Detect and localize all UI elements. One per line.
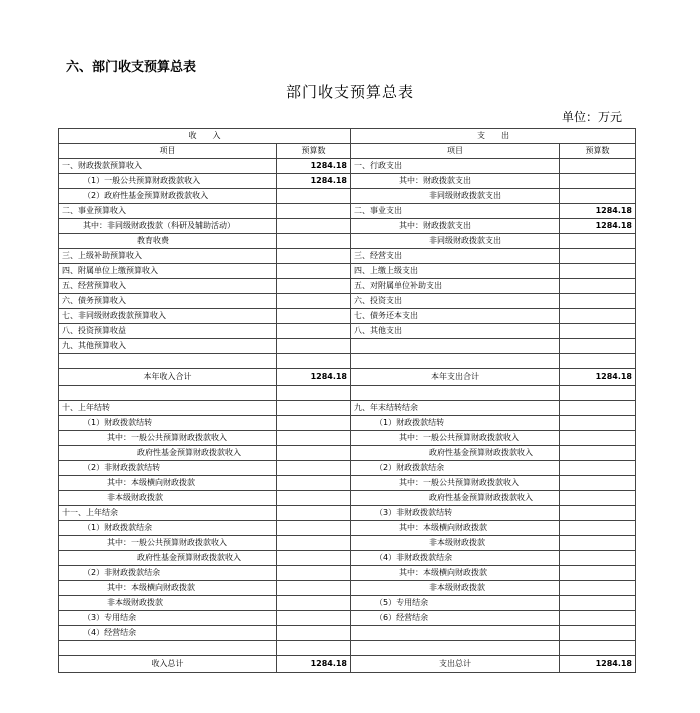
income-budget-cell — [277, 264, 351, 279]
expense-item-cell: （6）经营结余 — [351, 611, 560, 626]
table-row — [59, 521, 636, 536]
expense-budget-cell — [560, 339, 636, 354]
income-item-cell: （1）财政拨款结余 — [59, 521, 277, 536]
expense-item-cell: 政府性基金预算财政拨款收入 — [351, 491, 560, 506]
income-item-cell: 一、财政拨款预算收入 — [59, 159, 277, 174]
expense-budget-cell — [560, 159, 636, 174]
expense-item-cell: 非本级财政拨款 — [351, 581, 560, 596]
income-item-cell: （2）政府性基金预算财政拨款收入 — [59, 189, 277, 204]
income-item-cell: 政府性基金预算财政拨款收入 — [59, 446, 277, 461]
unit-label: 单位：万元 — [561, 110, 622, 124]
income-item-cell — [59, 386, 277, 401]
income-item-cell: （1）财政拨款结转 — [59, 416, 277, 431]
income-budget-cell — [277, 324, 351, 339]
income-item-cell: 六、债务预算收入 — [59, 294, 277, 309]
table-row — [59, 159, 636, 174]
expense-group-header: 支 出 — [351, 129, 636, 144]
income-item-header: 项目 — [59, 144, 277, 159]
expense-item-cell: 六、投资支出 — [351, 294, 560, 309]
table-row — [59, 189, 636, 204]
income-budget-cell — [277, 249, 351, 264]
budget-summary-table — [58, 128, 636, 673]
income-budget-cell — [277, 234, 351, 249]
expense-item-cell: 七、债务还本支出 — [351, 309, 560, 324]
expense-item-cell — [351, 641, 560, 656]
expense-budget-cell — [560, 506, 636, 521]
income-group-header: 收 入 — [59, 129, 351, 144]
expense-budget-cell — [560, 174, 636, 189]
income-budget-cell — [277, 339, 351, 354]
expense-budget-cell — [560, 476, 636, 491]
expense-item-cell: 支出总计 — [351, 656, 560, 673]
expense-item-cell: 其中：财政拨款支出 — [351, 174, 560, 189]
income-item-cell: 十一、上年结余 — [59, 506, 277, 521]
expense-item-cell: 五、对附属单位补助支出 — [351, 279, 560, 294]
income-budget-cell — [277, 431, 351, 446]
table-row — [59, 174, 636, 189]
table-row — [59, 234, 636, 249]
income-budget-cell — [277, 294, 351, 309]
income-item-cell: （2）非财政拨款结余 — [59, 566, 277, 581]
income-budget-cell — [277, 476, 351, 491]
expense-budget-cell — [560, 551, 636, 566]
income-budget-header: 预算数 — [277, 144, 351, 159]
expense-budget-cell — [560, 309, 636, 324]
income-item-cell: 三、上级补助预算收入 — [59, 249, 277, 264]
expense-budget-cell — [560, 401, 636, 416]
income-item-cell: （4）经营结余 — [59, 626, 277, 641]
income-item-cell: 十、上年结转 — [59, 401, 277, 416]
table-row — [59, 309, 636, 324]
income-item-cell: 教育收费 — [59, 234, 277, 249]
expense-item-cell — [351, 626, 560, 641]
expense-item-cell: （2）财政拨款结余 — [351, 461, 560, 476]
expense-budget-cell — [560, 446, 636, 461]
expense-item-cell: 非同级财政拨款支出 — [351, 189, 560, 204]
expense-budget-cell — [560, 416, 636, 431]
income-budget-cell — [277, 581, 351, 596]
expense-budget-cell — [560, 279, 636, 294]
expense-item-cell: 九、年末结转结余 — [351, 401, 560, 416]
income-item-cell: 非本级财政拨款 — [59, 596, 277, 611]
expense-budget-cell — [560, 294, 636, 309]
income-budget-cell: 1284.18 — [277, 159, 351, 174]
income-budget-cell — [277, 551, 351, 566]
expense-budget-cell — [560, 596, 636, 611]
income-item-cell: 八、投资预算收益 — [59, 324, 277, 339]
income-budget-cell — [277, 611, 351, 626]
expense-item-cell — [351, 386, 560, 401]
table-row — [59, 204, 636, 219]
income-budget-cell: 1284.18 — [277, 369, 351, 386]
expense-item-cell: 其中：一般公共预算财政拨款收入 — [351, 431, 560, 446]
income-item-cell: 本年收入合计 — [59, 369, 277, 386]
income-item-cell: 九、其他预算收入 — [59, 339, 277, 354]
expense-budget-cell: 1284.18 — [560, 204, 636, 219]
table-row — [59, 431, 636, 446]
expense-budget-cell — [560, 521, 636, 536]
expense-item-cell: （3）非财政拨款结转 — [351, 506, 560, 521]
income-item-cell: 四、附属单位上缴预算收入 — [59, 264, 277, 279]
income-budget-cell — [277, 416, 351, 431]
income-item-cell: 五、经营预算收入 — [59, 279, 277, 294]
expense-budget-cell — [560, 536, 636, 551]
section-title: 六、部门收支预算总表 — [66, 60, 197, 75]
table-row — [59, 401, 636, 416]
table-row — [59, 551, 636, 566]
expense-item-cell: 其中：一般公共预算财政拨款收入 — [351, 476, 560, 491]
expense-item-cell: 其中：财政拨款支出 — [351, 219, 560, 234]
income-budget-cell — [277, 189, 351, 204]
expense-budget-cell — [560, 566, 636, 581]
table-row — [59, 339, 636, 354]
expense-budget-cell — [560, 324, 636, 339]
income-budget-cell — [277, 354, 351, 369]
table-row — [59, 354, 636, 369]
income-budget-cell — [277, 506, 351, 521]
income-budget-cell — [277, 626, 351, 641]
table-row — [59, 369, 636, 386]
income-budget-cell — [277, 641, 351, 656]
table-row — [59, 641, 636, 656]
income-budget-cell — [277, 596, 351, 611]
table-row — [59, 566, 636, 581]
expense-budget-cell — [560, 249, 636, 264]
table-row — [59, 506, 636, 521]
expense-budget-header: 预算数 — [560, 144, 636, 159]
income-budget-cell — [277, 491, 351, 506]
expense-item-cell: 八、其他支出 — [351, 324, 560, 339]
income-budget-cell — [277, 219, 351, 234]
income-budget-cell — [277, 536, 351, 551]
expense-budget-cell: 1284.18 — [560, 219, 636, 234]
income-budget-cell — [277, 279, 351, 294]
expense-budget-cell — [560, 354, 636, 369]
expense-item-cell: 二、事业支出 — [351, 204, 560, 219]
table-row — [59, 264, 636, 279]
income-item-cell: 其中：本级横向财政拨款 — [59, 476, 277, 491]
table-row — [59, 249, 636, 264]
income-item-cell: 其中：非同级财政拨款（科研及辅助活动） — [59, 219, 277, 234]
expense-budget-cell — [560, 431, 636, 446]
table-row — [59, 611, 636, 626]
income-budget-cell — [277, 309, 351, 324]
table-row — [59, 386, 636, 401]
expense-item-cell: 一、行政支出 — [351, 159, 560, 174]
income-item-cell: 其中：本级横向财政拨款 — [59, 581, 277, 596]
income-item-cell: 其中：一般公共预算财政拨款收入 — [59, 536, 277, 551]
expense-budget-cell — [560, 386, 636, 401]
income-budget-cell: 1284.18 — [277, 174, 351, 189]
expense-item-cell: 其中：本级横向财政拨款 — [351, 566, 560, 581]
income-item-cell — [59, 641, 277, 656]
expense-budget-cell: 1284.18 — [560, 656, 636, 673]
table-row — [59, 596, 636, 611]
table-row — [59, 536, 636, 551]
expense-item-cell — [351, 339, 560, 354]
income-item-cell: （3）专用结余 — [59, 611, 277, 626]
table-row — [59, 446, 636, 461]
expense-item-cell: 三、经营支出 — [351, 249, 560, 264]
income-item-cell — [59, 354, 277, 369]
table-row — [59, 626, 636, 641]
expense-budget-cell — [560, 581, 636, 596]
expense-item-cell: 本年支出合计 — [351, 369, 560, 386]
expense-item-cell: 非本级财政拨款 — [351, 536, 560, 551]
expense-item-cell: 非同级财政拨款支出 — [351, 234, 560, 249]
income-item-cell: （1）一般公共预算财政拨款收入 — [59, 174, 277, 189]
document-title: 部门收支预算总表 — [285, 83, 414, 101]
income-item-cell: （2）非财政拨款结转 — [59, 461, 277, 476]
expense-item-cell — [351, 354, 560, 369]
income-budget-cell — [277, 446, 351, 461]
expense-budget-cell — [560, 611, 636, 626]
income-item-cell: 二、事业预算收入 — [59, 204, 277, 219]
expense-item-cell: 政府性基金预算财政拨款收入 — [351, 446, 560, 461]
expense-budget-cell — [560, 491, 636, 506]
expense-item-cell: （4）非财政拨款结余 — [351, 551, 560, 566]
income-budget-cell — [277, 566, 351, 581]
expense-item-cell: （5）专用结余 — [351, 596, 560, 611]
table-row — [59, 461, 636, 476]
expense-budget-cell — [560, 641, 636, 656]
expense-item-cell: 其中：本级横向财政拨款 — [351, 521, 560, 536]
expense-budget-cell — [560, 461, 636, 476]
table-row — [59, 491, 636, 506]
table-row — [59, 656, 636, 673]
table-row — [59, 324, 636, 339]
income-item-cell: 七、非同级财政拨款预算收入 — [59, 309, 277, 324]
expense-budget-cell — [560, 234, 636, 249]
expense-budget-cell: 1284.18 — [560, 369, 636, 386]
income-item-cell: 收入总计 — [59, 656, 277, 673]
table-row — [59, 279, 636, 294]
income-budget-cell — [277, 461, 351, 476]
income-item-cell: 政府性基金预算财政拨款收入 — [59, 551, 277, 566]
table-row — [59, 219, 636, 234]
table-row — [59, 581, 636, 596]
table-row — [59, 476, 636, 491]
income-budget-cell — [277, 521, 351, 536]
expense-budget-cell — [560, 189, 636, 204]
income-budget-cell — [277, 204, 351, 219]
expense-budget-cell — [560, 626, 636, 641]
income-budget-cell — [277, 401, 351, 416]
expense-item-cell: （1）财政拨款结转 — [351, 416, 560, 431]
income-budget-cell — [277, 386, 351, 401]
expense-budget-cell — [560, 264, 636, 279]
income-item-cell: 非本级财政拨款 — [59, 491, 277, 506]
income-item-cell: 其中：一般公共预算财政拨款收入 — [59, 431, 277, 446]
expense-item-header: 项目 — [351, 144, 560, 159]
income-budget-cell: 1284.18 — [277, 656, 351, 673]
table-row — [59, 294, 636, 309]
table-row — [59, 416, 636, 431]
expense-item-cell: 四、上缴上级支出 — [351, 264, 560, 279]
